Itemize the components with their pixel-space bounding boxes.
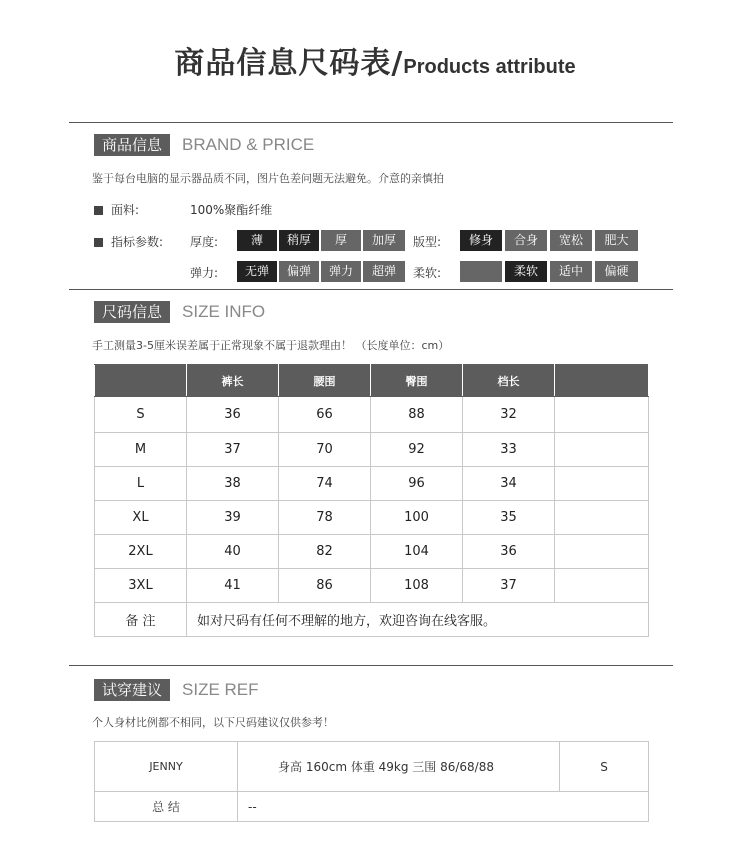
size-table-header xyxy=(95,365,649,397)
elastic-chip-none: 无弹 xyxy=(237,261,277,282)
table-row xyxy=(95,535,649,569)
value-cell: 88 xyxy=(371,397,463,433)
value-cell xyxy=(555,501,649,535)
elastic-label: 弹力: xyxy=(190,266,219,280)
value-cell xyxy=(555,569,649,603)
value-cell: 35 xyxy=(463,501,555,535)
value-cell: 38 xyxy=(187,467,279,501)
summary-row xyxy=(95,792,649,822)
value-cell: 41 xyxy=(187,569,279,603)
size-cell: L xyxy=(95,467,187,501)
value-cell: 36 xyxy=(463,535,555,569)
ref-table xyxy=(94,741,649,822)
model-name: JENNY xyxy=(95,742,238,792)
value-cell: 92 xyxy=(371,433,463,467)
ref-note: 个人身材比例都不相同，以下尺码建议仅供参考！ xyxy=(92,716,334,729)
brand-section-label: 商品信息 xyxy=(94,134,170,156)
ref-section-en: SIZE REF xyxy=(182,680,259,699)
value-cell: 37 xyxy=(463,569,555,603)
value-cell: 36 xyxy=(187,397,279,433)
divider xyxy=(69,122,673,123)
fit-label: 版型: xyxy=(413,235,442,249)
remark-text: 如对尺码有任何不理解的地方，欢迎咨询在线客服。 xyxy=(187,603,649,637)
value-cell: 104 xyxy=(371,535,463,569)
soft-chip-medium: 适中 xyxy=(550,261,592,282)
thickness-chip-slightly-thick: 稍厚 xyxy=(279,230,319,251)
header-cell: 档长 xyxy=(463,365,555,397)
value-cell: 74 xyxy=(279,467,371,501)
remark-row xyxy=(95,603,649,637)
params-row xyxy=(94,233,163,250)
value-cell: 66 xyxy=(279,397,371,433)
page-title-en: Products attribute xyxy=(403,56,576,78)
value-cell xyxy=(555,397,649,433)
header-cell: 臀围 xyxy=(371,365,463,397)
value-cell: 40 xyxy=(187,535,279,569)
fit-chip-slim: 修身 xyxy=(460,230,502,251)
page-title-zh: 商品信息尺码表/ xyxy=(174,46,404,81)
bullet-square-icon xyxy=(94,206,103,215)
header-cell xyxy=(95,365,187,397)
fabric-label: 面料: xyxy=(111,203,140,217)
fabric-row xyxy=(94,201,139,218)
soft-chip-blank xyxy=(460,261,502,282)
summary-value: -- xyxy=(238,792,649,822)
size-cell: S xyxy=(95,397,187,433)
value-cell: 82 xyxy=(279,535,371,569)
soft-label: 柔软: xyxy=(413,266,442,280)
size-cell: M xyxy=(95,433,187,467)
model-measurements: 身高 160cm 体重 49kg 三围 86/68/88 xyxy=(238,742,560,792)
soft-chip-soft: 柔软 xyxy=(505,261,547,282)
value-cell: 86 xyxy=(279,569,371,603)
fit-chip-loose: 宽松 xyxy=(550,230,592,251)
size-section-en: SIZE INFO xyxy=(182,302,266,321)
divider xyxy=(69,665,673,666)
thickness-chip-thin: 薄 xyxy=(237,230,277,251)
bullet-square-icon xyxy=(94,238,103,247)
value-cell xyxy=(555,467,649,501)
page-title xyxy=(0,38,750,82)
params-label: 指标参数: xyxy=(111,235,164,249)
value-cell: 37 xyxy=(187,433,279,467)
size-cell: 2XL xyxy=(95,535,187,569)
elastic-chip-elastic: 弹力 xyxy=(321,261,361,282)
table-row xyxy=(95,433,649,467)
remark-label: 备 注 xyxy=(95,603,187,637)
brand-section-en: BRAND & PRICE xyxy=(182,135,315,154)
header-cell: 腰围 xyxy=(279,365,371,397)
fit-chip-oversize: 肥大 xyxy=(595,230,638,251)
size-section-header xyxy=(94,301,265,323)
table-row xyxy=(95,569,649,603)
ref-section-header xyxy=(94,679,259,701)
elastic-chip-super: 超弹 xyxy=(363,261,405,282)
size-cell: 3XL xyxy=(95,569,187,603)
size-table xyxy=(94,364,649,637)
brand-note: 鉴于每台电脑的显示器品质不同，图片色差问题无法避免。介意的亲慎拍 xyxy=(92,172,444,185)
value-cell: 78 xyxy=(279,501,371,535)
thickness-chip-thick: 厚 xyxy=(321,230,361,251)
table-row xyxy=(95,397,649,433)
fabric-value: 100%聚酯纤维 xyxy=(190,203,273,217)
elastic-chip-slight: 偏弹 xyxy=(279,261,319,282)
value-cell: 39 xyxy=(187,501,279,535)
value-cell xyxy=(555,433,649,467)
value-cell: 70 xyxy=(279,433,371,467)
table-row xyxy=(95,501,649,535)
value-cell: 34 xyxy=(463,467,555,501)
brand-section-header xyxy=(94,134,314,156)
thickness-label: 厚度: xyxy=(190,235,219,249)
value-cell xyxy=(555,535,649,569)
size-cell: XL xyxy=(95,501,187,535)
ref-section-label: 试穿建议 xyxy=(94,679,170,701)
value-cell: 32 xyxy=(463,397,555,433)
soft-chip-hard: 偏硬 xyxy=(595,261,638,282)
value-cell: 100 xyxy=(371,501,463,535)
divider xyxy=(69,289,673,290)
size-note: 手工测量3-5厘米误差属于正常现象不属于退款理由！ （长度单位：cm） xyxy=(92,339,450,352)
value-cell: 33 xyxy=(463,433,555,467)
header-cell: 裤长 xyxy=(187,365,279,397)
table-row xyxy=(95,467,649,501)
thickness-chip-extra-thick: 加厚 xyxy=(363,230,405,251)
fit-chip-regular: 合身 xyxy=(505,230,547,251)
value-cell: 108 xyxy=(371,569,463,603)
summary-label: 总 结 xyxy=(95,792,238,822)
size-section-label: 尺码信息 xyxy=(94,301,170,323)
table-row xyxy=(95,742,649,792)
header-cell xyxy=(555,365,649,397)
model-size: S xyxy=(560,742,649,792)
value-cell: 96 xyxy=(371,467,463,501)
